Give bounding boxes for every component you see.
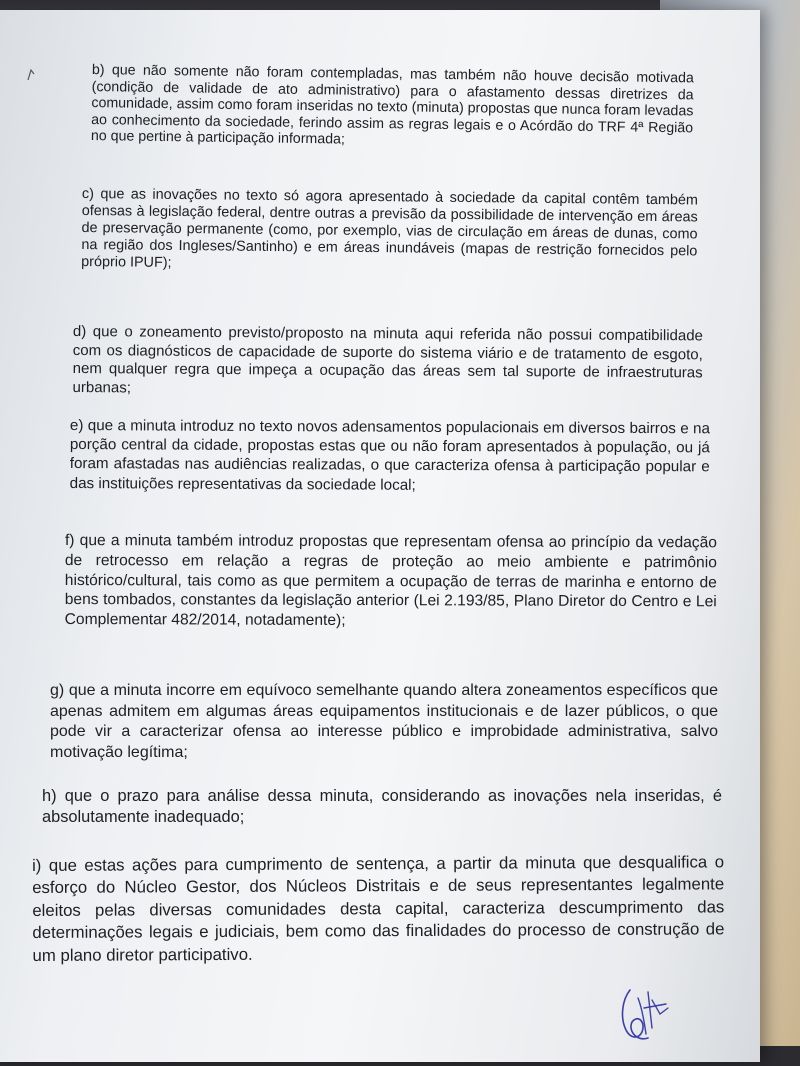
paragraph-c: c) que as inovações no texto só agora apresentado à sociedade da capital contêm também ofensas à legislação federal, dentre outras a previsão da possibilidade de intervenção em áreas de preservação permanente (como, por exemplo, vias de circulação em áreas de dunas, como na região dos Ingleses/Santinho) e em áreas inundáveis (mapas de restrição fornecidos pelo próprio IPUF);: [81, 186, 698, 271]
paragraph-g: g) que a minuta incorre em equívoco semelhante quando altera zoneamentos específicos que apenas admitem em algumas áreas equipamentos institucionais e de lazer públicos, o que pode vir a caracterizar ofensa ao interesse público e improbidade administrativa, salvo motivação legítima;: [50, 682, 718, 761]
paragraph-d: d) que o zoneamento previsto/proposto na minuta aqui referida não possui compatibilidade com os diagnósticos de capacidade de suporte do sistema viário e de tratamento de esgoto, nem qualquer regra que impeça a ocupação das áreas sem tal suporte de infraestruturas urbanas;: [72, 323, 703, 397]
margin-mark-icon: [26, 68, 36, 82]
paragraph-f: f) que a minuta também introduz propostas que representam ofensa ao princípio da vedação de retrocesso em relação a regras de proteção ao meio ambiente e patrimônio histórico/cultural, tais como as que permitem a ocupação de terras de marinha e entorno de bens tombados, constantes da legislação anterior (Lei 2.193/85, Plano Diretor do Centro e Lei Complementar 482/2014, notadamente);: [64, 532, 717, 630]
paragraph-h: h) que o prazo para análise dessa minuta, considerando as inovações nela inseridas, é absolutamente inadequado;: [42, 787, 722, 827]
paragraph-i: i) que estas ações para cumprimento de sentença, a partir da minuta que desqualifica o esforço do Núcleo Gestor, dos Núcleos Distritais e de seus representantes legalmente eleitos pelas diversas comunidades desta capital, caracteriza descumprimento das determinações legais e judiciais, bem como das finalidades do processo de construção de um plano diretor participativo.: [32, 852, 725, 965]
document-page: [0, 10, 760, 1062]
paragraph-b: b) que não somente não foram contempladas, mas também não houve decisão motivada (condição de validade de ato administrativo) para o afastamento dessas diretrizes da comunidade, assim como foram inseridas no texto (minuta) propostas que nunca foram levadas ao conhecimento da sociedade, ferindo assim as regras legais e o Acórdão do TRF 4ª Região no que pertine à participação informada;: [90, 62, 694, 148]
signature-initials-icon: [608, 978, 678, 1048]
paragraph-e: e) que a minuta introduz no texto novos adensamentos populacionais em diversos bairros e na porção central da cidade, propostas estas que ou não foram apresentados à população, ou já foram afastadas nas audiências realizadas, o que caracteriza ofensa à participação popular e das instituições representativas da sociedade local;: [69, 417, 710, 494]
